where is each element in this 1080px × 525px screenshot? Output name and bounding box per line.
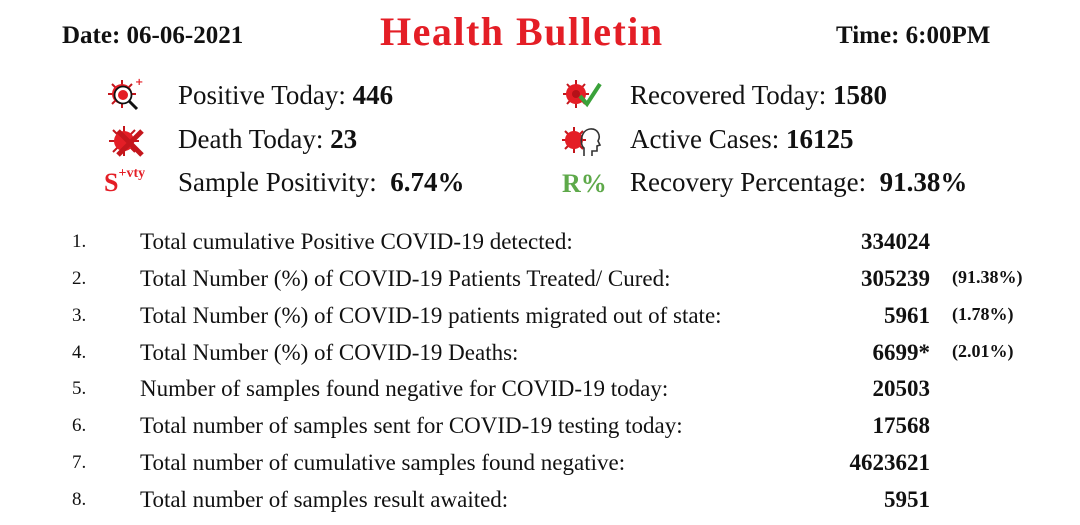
row-percentage: (1.78%) bbox=[952, 304, 1014, 324]
svg-text:+: + bbox=[135, 77, 144, 88]
stat-death-today: Death Today: 23 bbox=[178, 124, 358, 154]
row-description: Total number of samples result awaited: bbox=[140, 487, 509, 512]
virus-check-icon bbox=[562, 76, 602, 116]
row-number: 3. bbox=[72, 305, 87, 326]
row-value: 5961 bbox=[884, 303, 930, 328]
stat-recovery-percentage: Recovery Percentage: 91.38% bbox=[630, 167, 968, 197]
stat-recovered-today: Recovered Today: 1580 bbox=[630, 80, 888, 110]
row-value: 20503 bbox=[872, 376, 930, 401]
recovery-percentage-icon: R% bbox=[562, 169, 607, 198]
virus-cross-icon bbox=[106, 122, 146, 162]
row-number: 6. bbox=[72, 415, 87, 436]
row-value: 305239 bbox=[861, 266, 930, 291]
row-description: Total cumulative Positive COVID-19 detected: bbox=[140, 229, 573, 254]
row-value: 5951 bbox=[884, 487, 930, 512]
stat-positive-today: Positive Today: 446 bbox=[178, 80, 394, 110]
bulletin-date: Date: 06-06-2021 bbox=[62, 22, 244, 49]
virus-head-icon bbox=[562, 122, 602, 162]
row-description: Number of samples found negative for COVID-19 today: bbox=[140, 376, 669, 401]
row-value: 334024 bbox=[861, 229, 930, 254]
row-description: Total Number (%) of COVID-19 Deaths: bbox=[140, 340, 519, 365]
row-number: 2. bbox=[72, 268, 87, 289]
sample-positivity-icon: $S^{+vty}$ bbox=[104, 166, 146, 197]
row-value: 6699* bbox=[872, 340, 930, 365]
bulletin-time: Time: 6:00PM bbox=[836, 22, 991, 49]
virus-search-icon bbox=[104, 76, 144, 116]
row-number: 1. bbox=[72, 231, 87, 252]
row-number: 8. bbox=[72, 489, 87, 510]
page-title: Health Bulletin bbox=[380, 9, 664, 54]
row-description: Total Number (%) of COVID-19 Patients Treated/ Cured: bbox=[140, 266, 671, 291]
row-percentage: (91.38%) bbox=[952, 267, 1023, 287]
row-number: 5. bbox=[72, 378, 87, 399]
row-description: Total number of cumulative samples found negative: bbox=[140, 450, 626, 475]
row-number: 7. bbox=[72, 452, 87, 473]
row-description: Total number of samples sent for COVID-19 testing today: bbox=[140, 413, 683, 438]
row-description: Total Number (%) of COVID-19 patients migrated out of state: bbox=[140, 303, 722, 328]
row-number: 4. bbox=[72, 342, 87, 363]
stat-active-cases: Active Cases: 16125 bbox=[630, 124, 854, 154]
row-value: 17568 bbox=[872, 413, 930, 438]
row-percentage: (2.01%) bbox=[952, 341, 1014, 361]
stat-sample-positivity: Sample Positivity: 6.74% bbox=[178, 167, 465, 197]
row-value: 4623621 bbox=[849, 450, 930, 475]
